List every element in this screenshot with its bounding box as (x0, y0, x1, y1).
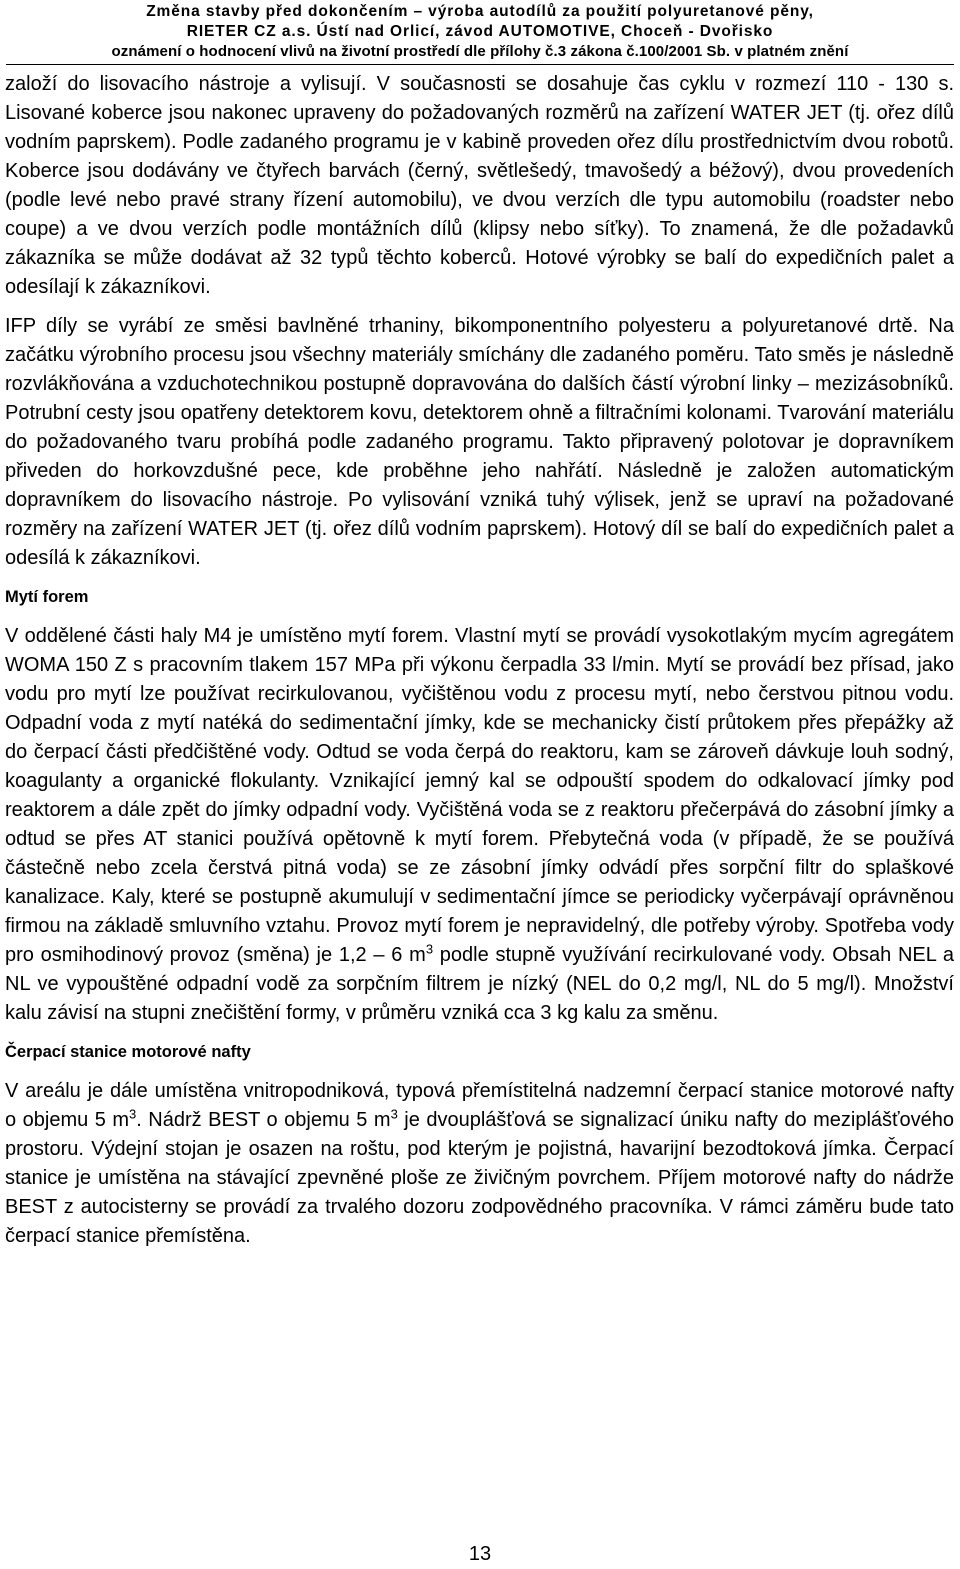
myti-text-2: podle stupně využívání recirkulované vody. Obsah NEL a NL ve vypouštěné odpadní vodě za sorpčním filtrem je nízký (NEL do 0,2 mg/l, NL do 5 mg/l). Množství kalu závisí na stupni znečištění formy, v průměru vzniká cca 3 kg kalu za směnu. (5, 944, 954, 1024)
paragraph-ifp: IFP díly se vyrábí ze směsi bavlněné trhaniny, bikomponentního polyesteru a polyuretanové drtě. Na začátku výrobního procesu jsou všechny materiály smíchány dle zadaného poměru. Tato směs je následně rozvlákňována a vzduchotechnikou postupně dopravována do dalších částí výrobní linky – mezizásobníků. Potrubní cesty jsou opatřeny detektorem kovu, detektorem ohně a filtračními kolonami. Tvarování materiálu do požadovaného tvaru probíhá podle zadaného programu. Takto připravený polotovar je dopravníkem přiveden do horkovzdušné pece, kde proběhne jeho nahřátí. Následně je založen automatickým dopravníkem do lisovacího nástroje. Po vylisování vzniká tuhý výlisek, jenž se upraví na požadované rozměry na zařízení WATER JET (tj. ořez dílů vodním paprskem). Hotový díl se balí do expedičních palet a odesílá k zákazníkovi. (5, 315, 954, 569)
paragraph-cerpaci-stanice (5, 1077, 954, 1251)
heading-cerpaci-stanice: Čerpací stanice motorové nafty (5, 1043, 251, 1061)
heading-myti-forem: Mytí forem (5, 588, 89, 606)
page-header (0, 0, 960, 62)
myti-superscript: 3 (425, 941, 434, 957)
cerpaci-superscript-1: 3 (129, 1106, 137, 1122)
cerpaci-text-1: V areálu je dále umístěna vnitropodniková, typová přemístitelná nadzemní čerpací stanice motorové nafty o objemu 5 m (5, 1080, 954, 1131)
header-rule (6, 64, 954, 65)
myti-text-1: V oddělené části haly M4 je umístěno mytí forem. Vlastní mytí se provádí vysokotlakým mycím agregátem WOMA 150 Z s pracovním tlakem 157 MPa při výkonu čerpadla 33 l/min. Mytí se provádí bez přísad, jako vodu pro mytí lze používat recirkulovanou, vyčištěnou vodu z procesu mytí, nebo čerstvou pitnou vodu. Odpadní voda z mytí natéká do sedimentační jímky, kde se mechanicky čistí průtokem přes přepážky až do čerpací části předčištěné vody. Odtud se voda čerpá do reaktoru, kam se zároveň dávkuje louh sodný, koagulanty a organické flokulanty. Vznikající jemný kal se odpouští spodem do odkalovací jímky pod reaktorem a dále zpět do jímky odpadní vody. Vyčištěná voda se z reaktoru přečerpává do zásobní jímky a odtud se přes AT stanici používá opětovně k mytí forem. Přebytečná voda (v případě, že se používá částečně nebo zcela čerstvá pitná voda) se ze zásobní jímky odvádí přes sorpční filtr do splaškové kanalizace. Kaly, které se postupně akumulují v sedimentační jímce se periodicky vyčerpávají oprávněnou firmou na základě smluvního vztahu. Provoz mytí forem je nepravidelný, dle potřeby výroby. Spotřeba vody pro osmihodinový provoz (směna) je 1,2 – 6 m (5, 625, 954, 966)
paragraph-lisovani: založí do lisovacího nástroje a vylisují. V současnosti se dosahuje čas cyklu v rozmezí 110 - 130 s. Lisované koberce jsou nakonec upraveny do požadovaných rozměrů na zařízení WATER JET (tj. ořez dílů vodním paprskem). Podle zadaného programu je v kabině proveden ořez dílu prostřednictvím dvou robotů. Koberce jsou dodávány ve čtyřech barvách (černý, světlešedý, tmavošedý a béžový), dvou provedeních (podle levé nebo pravé strany řízení automobilu), ve dvou verzích dle typu automobilu (roadster nebo coupe) a ve dvou verzích podle montážních dílů (klipsy nebo síťky). To znamená, že dle požadavků zákazníka se může dodávat až 32 typů těchto koberců. Hotové výrobky se balí do expedičních palet a odesílají k zákazníkovi. (5, 73, 954, 298)
header-line-1: Změna stavby před dokončením – výroba autodílů za použití polyuretanové pěny, (146, 3, 814, 20)
header-line-3: oznámení o hodnocení vlivů na životní prostředí dle přílohy č.3 zákona č.100/2001 Sb. v platném znění (111, 43, 849, 60)
paragraph-myti-forem (5, 622, 954, 1028)
cerpaci-text-3: je dvouplášťová se signalizací úniku nafty do meziplášťového prostoru. Výdejní stojan je osazen na roštu, pod kterým je pojistná, havarijní bezodtoková jímka. Čerpací stanice je umístěna na stávající zpevněné ploše ze živičným povrchem. Příjem motorové nafty do nádrže BEST z autocisterny se provádí za trvalého dozoru zodpovědného pracovníka. V rámci záměru bude tato čerpací stanice přemístěna. (5, 1109, 955, 1247)
document-body (5, 70, 954, 1251)
header-line-2: RIETER CZ a.s. Ústí nad Orlicí, závod AUTOMOTIVE, Choceň - Dvořisko (186, 23, 774, 40)
cerpaci-text-2: . Nádrž BEST o objemu 5 m (136, 1109, 391, 1131)
cerpaci-superscript-2: 3 (390, 1106, 398, 1122)
page-number: 13 (468, 1543, 492, 1565)
